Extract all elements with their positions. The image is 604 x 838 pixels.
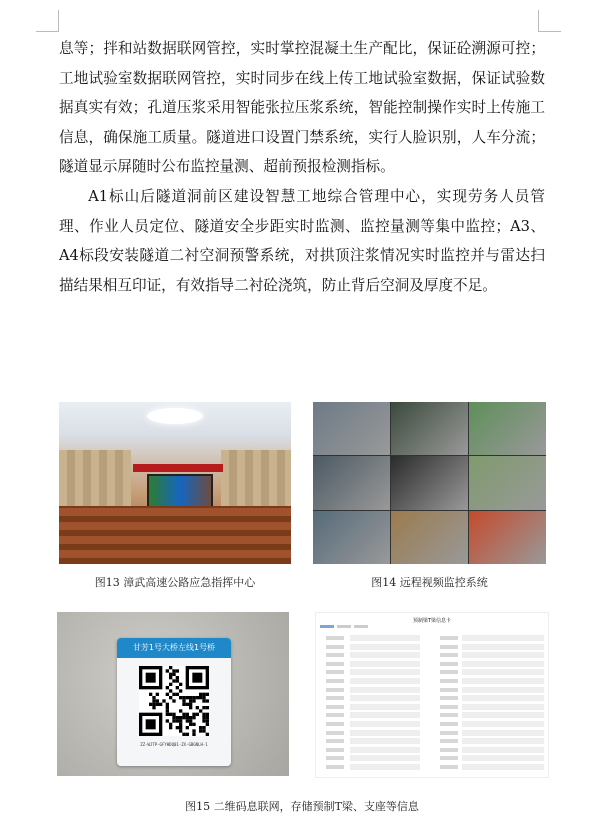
form-field-label — [440, 731, 458, 735]
form-field-value — [350, 738, 420, 744]
form-field-value — [462, 652, 544, 658]
form-field-label — [326, 748, 344, 752]
form-field-label — [326, 653, 344, 657]
form-row — [320, 738, 544, 744]
form-field-value — [350, 730, 420, 736]
form-field-label — [326, 731, 344, 735]
qr-code-icon — [139, 666, 209, 736]
video-feed-cell — [313, 402, 390, 455]
ceiling-light — [147, 408, 203, 424]
form-field-label — [326, 696, 344, 700]
form-field-label — [326, 645, 344, 649]
form-field-label — [326, 756, 344, 760]
figure-qr-plate-photo — [57, 612, 289, 776]
form-field-value — [462, 712, 544, 718]
video-feed-cell — [469, 511, 546, 564]
qr-plate-title: 甘芳1号大桥左线1号桥 — [117, 638, 231, 658]
form-field-label — [326, 765, 344, 769]
paragraph-2: A1标山后隧道洞前区建设智慧工地综合管理中心，实现劳务人员管理、作业人员定位、隧道安全步距实时监测、监控量测等集中监控；A3、A4标段安装隧道二衬空洞预警系统，对拱顶注浆情况实时监控并与雷达扫描结果相互印证，有效指导二衬砼浇筑，防止背后空洞及厚度不足。 — [59, 187, 545, 294]
form-field-value — [350, 687, 420, 693]
form-row — [320, 747, 544, 753]
form-field-value — [462, 669, 544, 675]
form-row — [320, 721, 544, 727]
crop-mark-top-left-v — [58, 10, 59, 32]
form-field-label — [440, 705, 458, 709]
form-field-value — [462, 695, 544, 701]
crop-mark-top-left-h — [36, 31, 58, 32]
form-row — [320, 652, 544, 658]
form-row — [320, 695, 544, 701]
form-field-label — [440, 636, 458, 640]
form-field-value — [350, 669, 420, 675]
video-feed-cell — [313, 456, 390, 509]
form-row — [320, 764, 544, 770]
qr-plate-code: ZZ-WJTP-GFYHDQ01-ZX-GBGNLH-1 — [140, 742, 208, 747]
form-field-value — [462, 755, 544, 761]
video-grid — [313, 402, 546, 564]
form-field-label — [440, 679, 458, 683]
form-field-label — [326, 688, 344, 692]
video-feed-cell — [391, 456, 468, 509]
crop-mark-top-right-v — [538, 10, 539, 32]
form-field-value — [350, 652, 420, 658]
form-field-value — [350, 764, 420, 770]
figure-15-caption: 图15 二维码息联网，存储预制T梁、支座等信息 — [185, 800, 419, 813]
form-field-value — [462, 635, 544, 641]
form-field-value — [350, 704, 420, 710]
form-field-value — [462, 661, 544, 667]
form-field-label — [326, 662, 344, 666]
form-field-value — [462, 764, 544, 770]
video-feed-cell — [469, 402, 546, 455]
form-title: 预制梁T梁信息卡 — [412, 618, 452, 624]
form-field-value — [462, 738, 544, 744]
form-tabs — [320, 625, 380, 629]
figure-13-caption: 图13 漳武高速公路应急指挥中心 — [94, 576, 256, 589]
form-field-value — [462, 721, 544, 727]
form-field-value — [350, 678, 420, 684]
form-field-label — [440, 653, 458, 657]
wall-panel-left — [59, 450, 131, 508]
figure-video-wall-photo — [313, 402, 546, 564]
form-field-label — [326, 679, 344, 683]
red-banner — [133, 464, 223, 472]
paragraph-1: 息等；拌和站数据联网管控，实时掌控混凝土生产配比，保证砼溯源可控；工地试验室数据联网管控，实时同步在线上传工地试验室数据，保证试验数据真实有效；孔道压浆采用智能张拉压浆系统，智能控制操作实时上传施工信息，确保施工质量。隧道进口设置门禁系统，实行人脸识别，人车分流；隧道显示屏随时公布监控量测、超前预报检测指标。 — [59, 40, 545, 176]
form-field-value — [350, 695, 420, 701]
form-field-label — [326, 713, 344, 717]
wall-panel-right — [221, 450, 291, 508]
form-field-label — [440, 696, 458, 700]
figure-info-form-screenshot — [315, 612, 549, 778]
qr-plate — [117, 638, 231, 766]
figure-14-caption: 图14 远程视频监控系统 — [371, 576, 488, 589]
form-field-value — [462, 747, 544, 753]
form-field-value — [462, 644, 544, 650]
form-row — [320, 669, 544, 675]
form-row — [320, 704, 544, 710]
form-field-label — [326, 705, 344, 709]
form-field-value — [462, 704, 544, 710]
desk-rows — [59, 506, 291, 564]
form-row — [320, 687, 544, 693]
form-field-label — [440, 645, 458, 649]
form-field-label — [440, 662, 458, 666]
form-row — [320, 644, 544, 650]
form-field-label — [326, 636, 344, 640]
video-feed-cell — [391, 511, 468, 564]
form-field-label — [440, 722, 458, 726]
form-field-label — [440, 713, 458, 717]
form-field-value — [350, 747, 420, 753]
form-field-label — [326, 739, 344, 743]
form-field-value — [462, 687, 544, 693]
form-row — [320, 755, 544, 761]
form-row — [320, 712, 544, 718]
form-field-label — [440, 739, 458, 743]
form-field-label — [440, 688, 458, 692]
form-field-value — [350, 721, 420, 727]
form-row — [320, 678, 544, 684]
form-field-value — [462, 678, 544, 684]
form-row — [320, 730, 544, 736]
form-field-label — [440, 756, 458, 760]
form-field-label — [326, 670, 344, 674]
form-field-value — [350, 712, 420, 718]
form-field-value — [350, 644, 420, 650]
form-row — [320, 661, 544, 667]
form-field-label — [440, 765, 458, 769]
form-field-label — [326, 722, 344, 726]
figure-command-center-photo — [59, 402, 291, 564]
form-field-label — [440, 748, 458, 752]
video-feed-cell — [313, 511, 390, 564]
form-field-value — [462, 730, 544, 736]
crop-mark-top-right-h — [539, 31, 561, 32]
form-row — [320, 635, 544, 641]
big-screen — [147, 474, 213, 508]
form-field-value — [350, 661, 420, 667]
form-field-value — [350, 755, 420, 761]
body-text — [59, 34, 545, 300]
form-field-label — [440, 670, 458, 674]
video-feed-cell — [391, 402, 468, 455]
form-field-value — [350, 635, 420, 641]
video-feed-cell — [469, 456, 546, 509]
